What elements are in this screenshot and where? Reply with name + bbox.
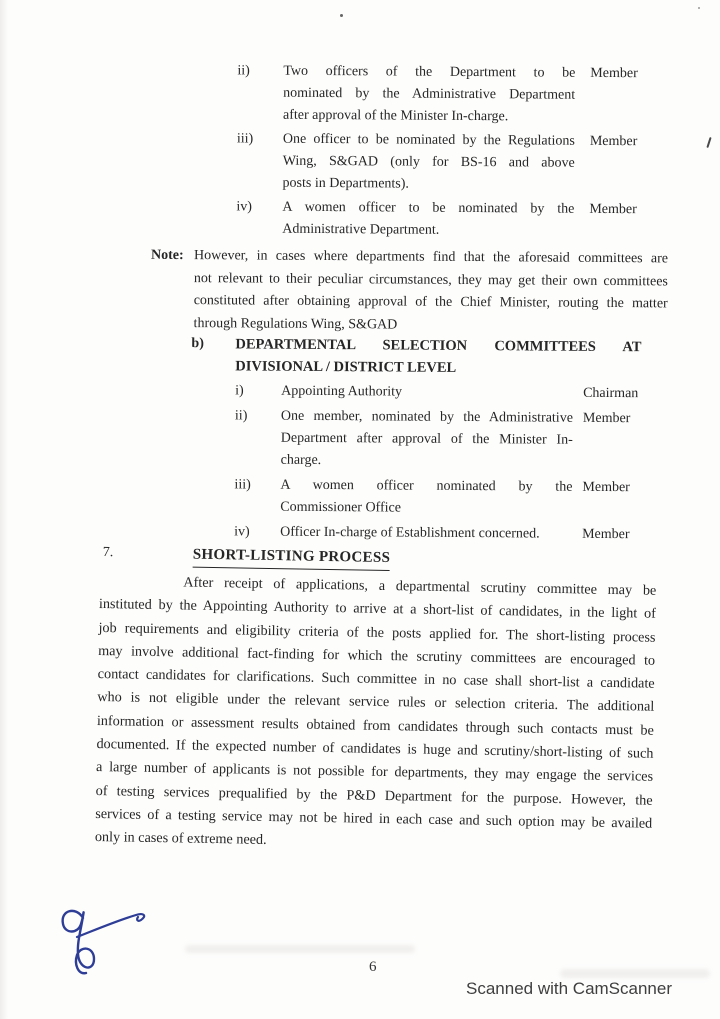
item-role: Member: [582, 526, 630, 543]
signature: [50, 888, 160, 993]
item-text: Officer In-charge of Establishment concerned.: [280, 524, 540, 542]
section-number: 7.: [102, 545, 114, 561]
shortlisting-paragraph: After receipt of applications, a departmental scrutiny committee may be instituted by the Appointing Authority to arrive at a short-list of candidates, in the light of job requirements and eligibility criteria of the posts applied for. The short-listing process may involve additional fact-finding for which the scrutiny committees are encouraged to contact candidates for clarifications. Such committee in no case shall short-list a candidate who is not eligible under the relevant service rules or selection criteria. The additional information or assessment results obtained from candidates through such contacts must be documented. If the expected number of candidates is huge and scrutiny/short-listing of such a large number of applicants is not possible for departments, they may engage the services of testing services prequalified by the P&D Department for the purpose. However, the services of a testing service may not be hired in each case and such option may be availed only in cases of extreme need.: [94, 574, 657, 849]
item-number: i): [235, 383, 244, 399]
item-role: Member: [589, 133, 638, 150]
item-role: Member: [590, 65, 638, 82]
page-number: 6: [369, 959, 377, 975]
item-number: iii): [236, 131, 254, 147]
item-role: Chairman: [583, 385, 639, 402]
item-number: ii): [237, 63, 250, 79]
item-text: Two officers of the Department to be nominated by the Administrative Department after approval of the Minister In-charge.: [282, 63, 576, 125]
item-number: iv): [236, 199, 253, 215]
section-7-title: SHORT-LISTING PROCESS: [193, 544, 391, 571]
item-number: iii): [234, 477, 251, 493]
item-number: ii): [234, 408, 248, 424]
section-letter: b): [191, 336, 204, 352]
item-text: Appointing Authority: [281, 383, 403, 400]
note-text: However, in cases where departments find that the aforesaid committees are not relevant to their peculiar circumstances, they may get their own committees constituted after obtaining approval of the Chief Minister, routing the matter through Regulations Wing, S&GAD: [193, 248, 669, 333]
item-text: One officer to be nominated by the Regulations Wing, S&GAD (only for BS-16 and above posts in Departments).: [282, 131, 575, 192]
item-text: A women officer to be nominated by the Administrative Department.: [282, 199, 575, 238]
signature-ink: [50, 888, 160, 988]
note-label: Note:: [151, 247, 184, 264]
item-text: One member, nominated by the Administrative Department after approval of the Minister In- charge.: [280, 408, 573, 468]
item-text: A women officer nominated by the Commissioner Office: [280, 477, 573, 516]
camscanner-watermark: Scanned with CamScanner: [466, 979, 673, 998]
item-role: Member: [582, 410, 631, 427]
item-number: iv): [234, 524, 250, 540]
section-b-title: DEPARTMENTAL SELECTION COMMITTEES AT DIVISIONAL / DISTRICT LEVEL: [235, 336, 642, 376]
section-7-heading: [0, 540, 390, 571]
item-role: Member: [589, 201, 637, 218]
item-role: Member: [582, 479, 630, 496]
